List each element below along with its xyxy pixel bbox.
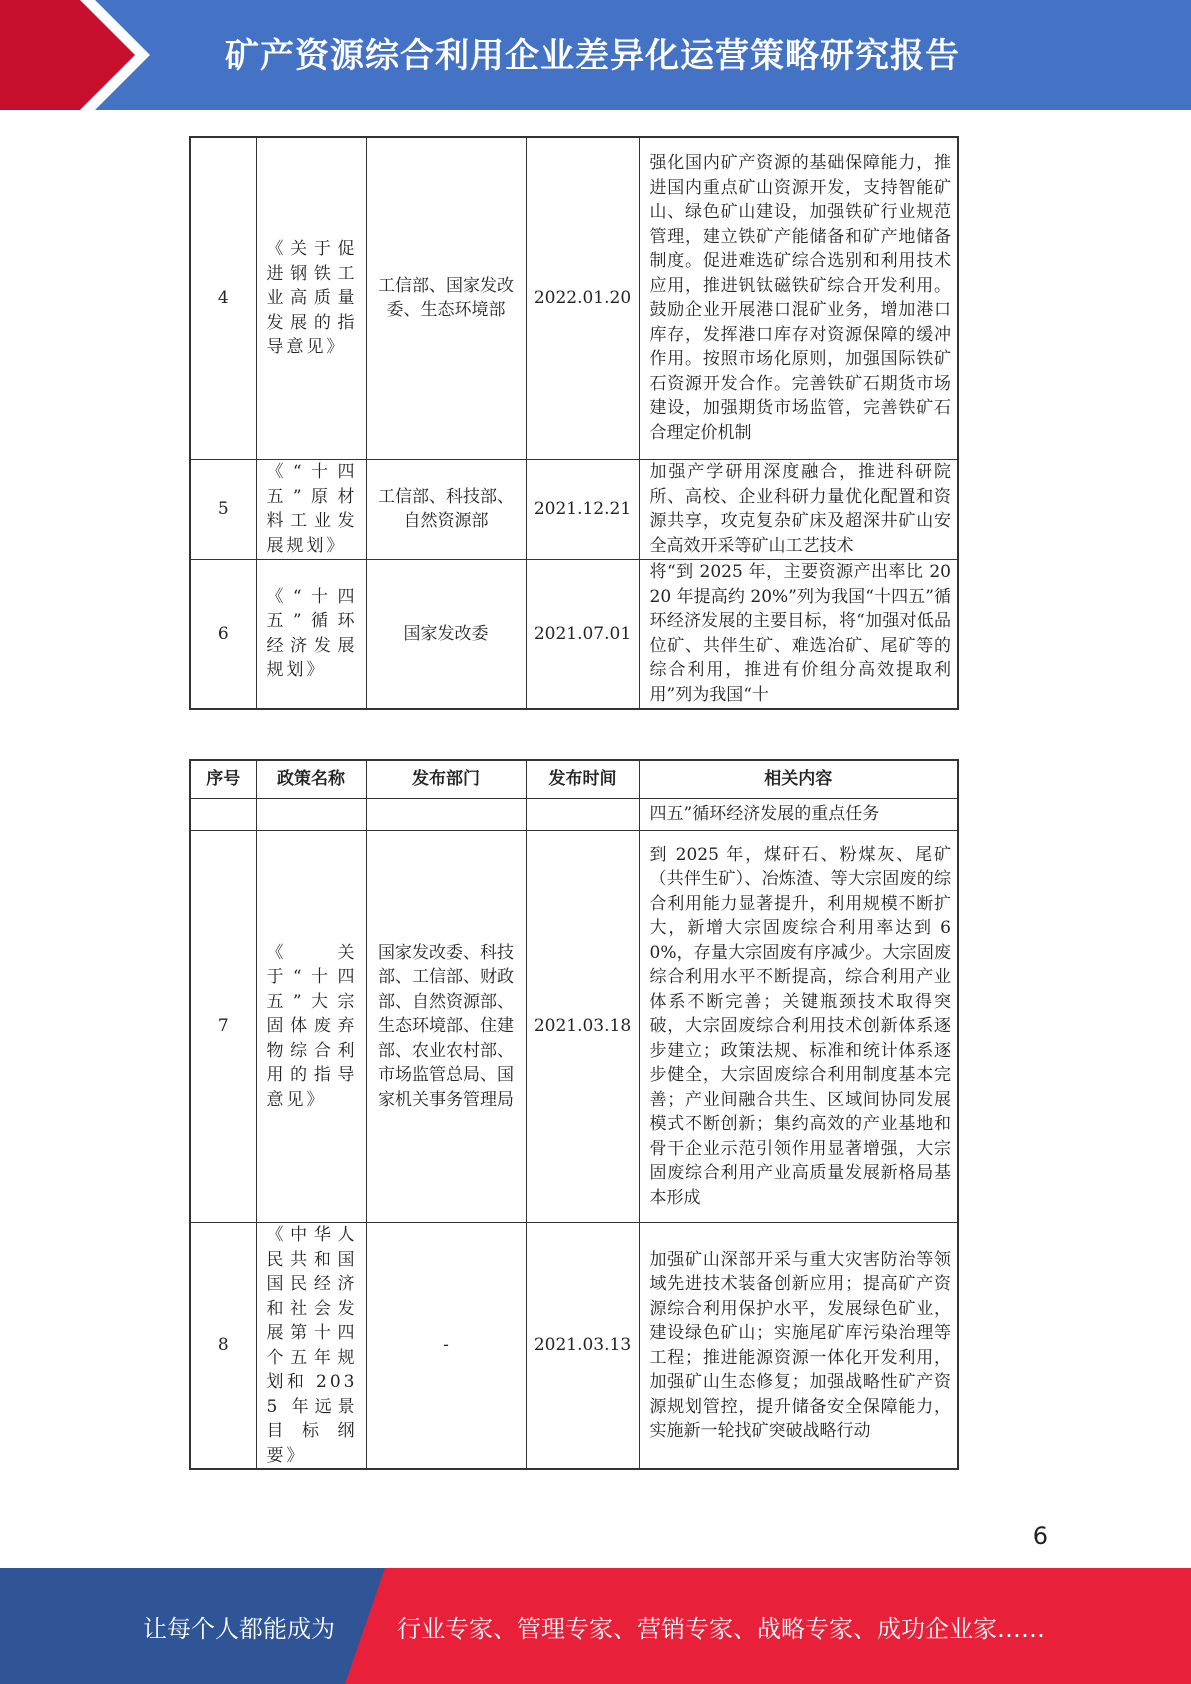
row-number: 5 (190, 459, 256, 559)
column-header-department: 发布部门 (366, 760, 526, 799)
issuing-department: 工信部、国家发改委、生态环境部 (366, 137, 526, 459)
column-header-date: 发布时间 (526, 760, 639, 799)
issuing-department: 国家发改委 (366, 559, 526, 709)
page-footer (0, 1568, 1191, 1684)
row-number: 4 (190, 137, 256, 459)
policy-table (189, 759, 959, 1470)
issuing-department: 国家发改委、科技部、工信部、财政部、自然资源部、生态环境部、住建部、农业农村部、市场监管总局、国家机关事务管理局 (366, 831, 526, 1223)
issue-date: 2022.01.20 (526, 137, 639, 459)
issue-date (526, 799, 639, 831)
policy-content: 四五”循环经济发展的重点任务 (639, 799, 958, 831)
table-row (190, 137, 958, 459)
policy-name: 《关于“十四五”大宗固体废弃物综合利用的指导意见》 (256, 831, 366, 1223)
table-row (190, 559, 958, 709)
column-header-content: 相关内容 (639, 760, 958, 799)
issue-date: 2021.12.21 (526, 459, 639, 559)
page-number: 6 (1032, 1522, 1048, 1550)
policy-name: 《中华人民共和国国民经济和社会发展第十四个五年规划和 2035 年远景目标纲要》 (256, 1223, 366, 1470)
policy-content: 加强矿山深部开采与重大灾害防治等领域先进技术装备创新应用；提高矿产资源综合利用保护水平，发展绿色矿业，建设绿色矿山；实施尾矿库污染治理等工程；推进能源资源一体化开发利用，加强矿山生态修复；加强战略性矿产资源规划管控，提升储备安全保障能力，实施新一轮找矿突破战略行动 (639, 1223, 958, 1470)
policy-content: 将“到 2025 年，主要资源产出率比 2020 年提高约 20%”列为我国“十四五”循环经济发展的主要目标，将“加强对低品位矿、共伴生矿、难选冶矿、尾矿等的综合利用，推进有价组分高效提取利用”列为我国“十 (639, 559, 958, 709)
row-number: 6 (190, 559, 256, 709)
policy-table-continued (189, 136, 959, 710)
table-header-row (190, 760, 958, 799)
footer-slogan-right: 行业专家、管理专家、营销专家、战略专家、成功企业家…… (397, 1615, 1045, 1643)
table-row (190, 831, 958, 1223)
header-arrow-decoration (0, 0, 160, 110)
footer-slogan-left: 让每个人都能成为 (143, 1615, 335, 1643)
issue-date: 2021.07.01 (526, 559, 639, 709)
column-header-policy-name: 政策名称 (256, 760, 366, 799)
report-title: 矿产资源综合利用企业差异化运营策略研究报告 (225, 36, 960, 76)
table-row (190, 1223, 958, 1470)
column-header-number: 序号 (190, 760, 256, 799)
page-header (0, 0, 1191, 110)
table-row (190, 799, 958, 831)
issuing-department: - (366, 1223, 526, 1470)
issuing-department (366, 799, 526, 831)
table-row (190, 459, 958, 559)
row-number: 7 (190, 831, 256, 1223)
row-number: 8 (190, 1223, 256, 1470)
policy-content: 加强产学研用深度融合，推进科研院所、高校、企业科研力量优化配置和资源共享，攻克复杂矿床及超深井矿山安全高效开采等矿山工艺技术 (639, 459, 958, 559)
row-number (190, 799, 256, 831)
issuing-department: 工信部、科技部、自然资源部 (366, 459, 526, 559)
policy-name: 《“十四五”原材料工业发展规划》 (256, 459, 366, 559)
issue-date: 2021.03.18 (526, 831, 639, 1223)
policy-name (256, 799, 366, 831)
policy-name: 《“十四五”循环经济发展规划》 (256, 559, 366, 709)
policy-content: 强化国内矿产资源的基础保障能力，推进国内重点矿山资源开发，支持智能矿山、绿色矿山建设，加强铁矿行业规范管理，建立铁矿产能储备和矿产地储备制度。促进难选矿综合选别和利用技术应用，推进钒钛磁铁矿综合开发利用。鼓励企业开展港口混矿业务，增加港口库存，发挥港口库存对资源保障的缓冲作用。按照市场化原则，加强国际铁矿石资源开发合作。完善铁矿石期货市场建设，加强期货市场监管，完善铁矿石合理定价机制 (639, 137, 958, 459)
policy-content: 到 2025 年，煤矸石、粉煤灰、尾矿（共伴生矿）、冶炼渣、等大宗固废的综合利用能力显著提升，利用规模不断扩大，新增大宗固废综合利用率达到 60%，存量大宗固废有序减少。大宗固废综合利用水平不断提高，综合利用产业体系不断完善；关键瓶颈技术取得突破，大宗固废综合利用技术创新体系逐步建立；政策法规、标准和统计体系逐步健全，大宗固废综合利用制度基本完善；产业间融合共生、区域间协同发展模式不断创新；集约高效的产业基地和骨干企业示范引领作用显著增强，大宗固废综合利用产业高质量发展新格局基本形成 (639, 831, 958, 1223)
issue-date: 2021.03.13 (526, 1223, 639, 1470)
policy-name: 《关于促进钢铁工业高质量发展的指导意见》 (256, 137, 366, 459)
